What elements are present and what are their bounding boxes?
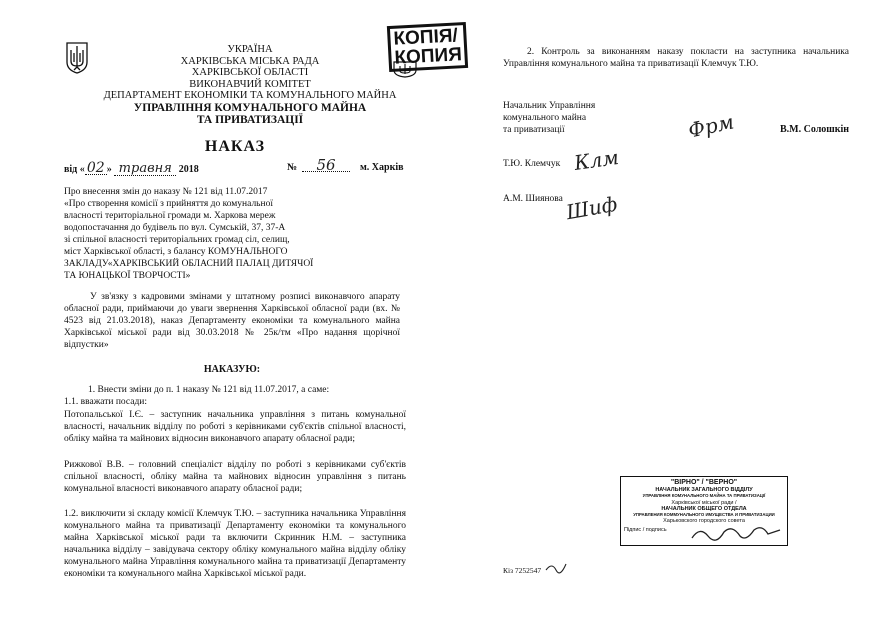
order-subject (64, 186, 334, 282)
stamp-line: Харківської міської ради / (671, 499, 737, 506)
header-line-3: ВИКОНАВЧИЙ КОМІТЕТ (189, 78, 311, 90)
approval-name-klemchuk: Т.Ю. Клемчук (503, 159, 561, 169)
footer-initials-icon (544, 560, 568, 574)
item-2: 2. Контроль за виконанням наказу покласти на заступника начальника Управління комунального майна та приватизації Клемчук Т.Ю. (503, 47, 849, 69)
copy-stamp (378, 18, 486, 78)
subject-line: власності територіальної громади м. Харкова мереж (64, 211, 276, 221)
stamp-line: УПРАВЛЕНИЯ КОММУНАЛЬНОГО ИМУЩЕСТВА И ПРИВАТИЗАЦИИ (633, 512, 775, 518)
date-row (64, 156, 424, 178)
subject-line: водопостачання до будівель по вул. Сумській, 37, 37-А (64, 223, 286, 233)
paragraph-item-1-2: 1.2. виключити зі складу комісії Клемчук Т.Ю. – заступника начальника Управління комунального майна та приватизації Департаменту економіки та комунального майна Харківської міської ради та включити Скринник Н.М. – заступника начальника відділу – завідувача сектору обліку комунального майна відділу обліку комунального майна Управління комунального майна та приватизації Департаменту економіки та комунального майна Харківської міської ради. (64, 509, 406, 579)
preamble: У зв'язку з кадровими змінами у штатному розписі виконавчого апарату обласної ради, приймаючи до уваги звернення Харківської обласної ради (вх. № 4523 від 21.03.2018), наказ Департаменту економіки та комунального майна Харківської міської ради від 30.03.2018 № 25к/тм «Про надання щорічної відпустки» (64, 292, 400, 350)
order-number: 56 (302, 159, 350, 172)
signatory-name: В.М. Солошкін (780, 124, 850, 135)
stamp-sign-label: Підпис / подпись (624, 526, 667, 533)
subject-line: «Про створення комісії з прийняття до комунальної (64, 199, 273, 209)
number-sign: № (287, 162, 298, 173)
item-1: 1. Внести зміни до п. 1 наказу № 121 від 11.07.2017, а саме: (88, 385, 330, 395)
subject-line: міст Харківської області, з балансу КОМУНАЛЬНОГО (64, 247, 288, 257)
header-line-0: УКРАЇНА (227, 44, 273, 55)
header-line-2: ХАРКІВСЬКОЇ ОБЛАСТІ (191, 67, 309, 78)
stamp-line: УПРАВЛІННЯ КОМУНАЛЬНОГО МАЙНА ТА ПРИВАТИЗАЦІЇ (642, 493, 766, 499)
paragraph-ryzhkova: Рижкової В.В. – головний спеціаліст відділу по роботі з керівниками суб'єктів спільної власності, обліку майна та майнових відносин управління з питань комунальної власності виконавчого апарату обласної ради; (64, 460, 406, 494)
stamp-title: "ВІРНО" / "ВЕРНО" (670, 479, 738, 486)
stamp-signature-icon (688, 522, 784, 544)
position-line: Начальник Управління (503, 101, 596, 111)
footer-reference: Кіз 7252547 (503, 566, 542, 575)
order-word: НАКАЗУЮ: (203, 364, 261, 375)
approval-signature-shyianova: Шиф (564, 191, 620, 225)
item-1-1: 1.1. вважати посади: (64, 397, 148, 407)
subject-line: ЗАКЛАДУ«ХАРКІВСЬКИЙ ОБЛАСНИЙ ПАЛАЦ ДИТЯЧОЇ (64, 259, 314, 269)
subject-line: Про внесення змін до наказу № 121 від 11.07.2017 (64, 187, 268, 197)
subject-line: ТА ЮНАЦЬКОЇ ТВОРЧОСТІ» (64, 271, 191, 281)
issuer-header (70, 44, 430, 126)
position-line: та приватизації (503, 125, 565, 135)
header-bold-line-1: ТА ПРИВАТИЗАЦІЇ (196, 113, 304, 126)
header-bold-line-0: УПРАВЛІННЯ КОМУНАЛЬНОГО МАЙНА (133, 101, 367, 114)
stamp-line: НАЧАЛЬНИК ЗАГАЛЬНОГО ВІДДІЛУ (655, 487, 753, 493)
document-title: НАКАЗ (204, 138, 266, 155)
date-day: 02 (85, 162, 107, 175)
city: м. Харків (360, 162, 404, 173)
paragraph-potopalska: Потопальської І.Є. – заступник начальника управління з питань комунальної власності, начальник відділу по роботі з керівниками суб'єктів спільної власності, обліку майна та майнових відносин виконавчого апарату обласної ради; (64, 410, 406, 444)
copy-stamp-line2: КОПИЯ (393, 44, 463, 69)
position-line: комунального майна (503, 113, 587, 123)
header-line-1: ХАРКІВСЬКА МІСЬКА РАДА (180, 55, 320, 67)
stamp-line: Харьковского городского совета (663, 518, 745, 525)
signatory-position (503, 100, 643, 136)
date-prefix: від « (64, 164, 85, 175)
copy-stamp-emblem-icon (392, 60, 418, 78)
date-month: травня (114, 163, 176, 176)
header-line-4: ДЕПАРТАМЕНТ ЕКОНОМІКИ ТА КОМУНАЛЬНОГО МАЙНА (103, 90, 397, 101)
date-year: 2018 (178, 164, 199, 175)
copy-stamp-line1: КОПІЯ/ (392, 25, 459, 50)
stamp-line: НАЧАЛЬНИК ОБЩЕГО ОТДЕЛА (661, 505, 747, 512)
subject-line: зі спільної власності територіальних громад сіл, селищ, (64, 235, 290, 245)
approval-name-shyianova: А.М. Шиянова (503, 194, 563, 204)
date-mid: » (106, 164, 112, 175)
head-signature: Фрм (686, 109, 736, 143)
approval-signature-klemchuk: Клм (572, 144, 621, 176)
